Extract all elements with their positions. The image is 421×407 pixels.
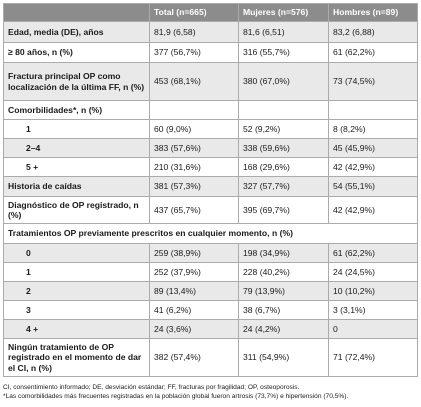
- table-row-comorbilidades-5-plus: [4, 158, 418, 177]
- cell-hombres: 42 (42,9%): [329, 158, 418, 177]
- table-row-ningun-tratamiento: [4, 339, 418, 377]
- cell-hombres: 83,2 (6,88): [329, 22, 418, 43]
- table-row-historia-caidas: [4, 177, 418, 197]
- footnote-comorbidities: *Las comorbilidades más frecuentes registradas en la población global fueron artrosis (73,7%) e hipertensión (70,5%).: [3, 393, 349, 400]
- row-label: Diagnóstico de OP registrado, n (%): [4, 197, 150, 224]
- row-label: 1: [4, 120, 150, 139]
- cell-mujeres: 24 (4,2%): [239, 320, 329, 339]
- cell-mujeres: [239, 101, 329, 120]
- table-row-diagnostico-op: [4, 197, 418, 224]
- table-row-80-anos: [4, 43, 418, 63]
- header-hombres: Hombres (n=89): [329, 4, 418, 22]
- cell-hombres: 8 (8,2%): [329, 120, 418, 139]
- table-body: [4, 22, 418, 377]
- cell-hombres: 42 (42,9%): [329, 197, 418, 224]
- cell-total: 24 (3,6%): [150, 320, 239, 339]
- table-row-tratamientos-0: [4, 244, 418, 263]
- cell-hombres: 61 (62,2%): [329, 43, 418, 63]
- cell-hombres: 10 (10,2%): [329, 282, 418, 301]
- row-label: 3: [4, 301, 150, 320]
- table-row-fractura-principal: [4, 63, 418, 101]
- row-label: ≥ 80 años, n (%): [4, 43, 150, 63]
- cell-mujeres: 81,6 (6,51): [239, 22, 329, 43]
- row-label: Fractura principal OP como localización de la última FF, n (%): [4, 63, 150, 101]
- cell-total: 60 (9,0%): [150, 120, 239, 139]
- cell-total: 377 (56,7%): [150, 43, 239, 63]
- row-label: Ningún tratamiento de OP registrado en el momento de dar el CI, n (%): [4, 339, 150, 377]
- cell-mujeres: 38 (6,7%): [239, 301, 329, 320]
- row-label: Tratamientos OP previamente prescritos en cualquier momento, n (%): [4, 224, 418, 244]
- row-label: 0: [4, 244, 150, 263]
- patient-characteristics-table: [3, 3, 418, 377]
- cell-mujeres: 327 (57,7%): [239, 177, 329, 197]
- table-header: [4, 4, 418, 22]
- header-mujeres: Mujeres (n=576): [239, 4, 329, 22]
- cell-hombres: 71 (72,4%): [329, 339, 418, 377]
- cell-total: 383 (57,6%): [150, 139, 239, 158]
- cell-mujeres: 79 (13,9%): [239, 282, 329, 301]
- cell-total: 81,9 (6,58): [150, 22, 239, 43]
- row-label: Edad, media (DE), años: [4, 22, 150, 43]
- cell-hombres: 61 (62,2%): [329, 244, 418, 263]
- cell-mujeres: 338 (59,6%): [239, 139, 329, 158]
- cell-total: 381 (57,3%): [150, 177, 239, 197]
- row-label: 2: [4, 282, 150, 301]
- table-row-tratamientos-1: [4, 263, 418, 282]
- table-row-tratamientos-3: [4, 301, 418, 320]
- header-blank-cell: [4, 4, 150, 22]
- table-row-comorbilidades-2-4: [4, 139, 418, 158]
- cell-hombres: 73 (74,5%): [329, 63, 418, 101]
- cell-mujeres: 198 (34,9%): [239, 244, 329, 263]
- cell-hombres: 24 (24,5%): [329, 263, 418, 282]
- cell-hombres: 3 (3,1%): [329, 301, 418, 320]
- cell-hombres: 0: [329, 320, 418, 339]
- cell-mujeres: 52 (9,2%): [239, 120, 329, 139]
- row-label: Comorbilidades*, n (%): [4, 101, 150, 120]
- row-label: Historia de caídas: [4, 177, 150, 197]
- cell-total: 89 (13,4%): [150, 282, 239, 301]
- table-row-comorbilidades-1: [4, 120, 418, 139]
- cell-mujeres: 311 (54,9%): [239, 339, 329, 377]
- table-row-tratamientos-2: [4, 282, 418, 301]
- row-label: 2–4: [4, 139, 150, 158]
- cell-total: 437 (65,7%): [150, 197, 239, 224]
- cell-mujeres: 316 (55,7%): [239, 43, 329, 63]
- cell-total: 210 (31,6%): [150, 158, 239, 177]
- row-label: 1: [4, 263, 150, 282]
- cell-total: 382 (57,4%): [150, 339, 239, 377]
- table-row-edad: [4, 22, 418, 43]
- table-row-tratamientos-title: [4, 224, 418, 244]
- table-row-tratamientos-4-plus: [4, 320, 418, 339]
- table-row-comorbilidades: [4, 101, 418, 120]
- cell-total: 252 (37,9%): [150, 263, 239, 282]
- cell-total: [150, 101, 239, 120]
- cell-mujeres: 380 (67,0%): [239, 63, 329, 101]
- cell-hombres: 45 (45,9%): [329, 139, 418, 158]
- cell-mujeres: 168 (29,6%): [239, 158, 329, 177]
- row-label: 5 +: [4, 158, 150, 177]
- header-total: Total (n=665): [150, 4, 239, 22]
- cell-hombres: [329, 101, 418, 120]
- cell-mujeres: 395 (69,7%): [239, 197, 329, 224]
- cell-total: 259 (38,9%): [150, 244, 239, 263]
- cell-total: 453 (68,1%): [150, 63, 239, 101]
- row-label: 4 +: [4, 320, 150, 339]
- cell-mujeres: 228 (40,2%): [239, 263, 329, 282]
- cell-total: 41 (6,2%): [150, 301, 239, 320]
- table-footnotes: [3, 383, 417, 401]
- footnote-abbreviations: CI, consentimiento informado; DE, desviación estándar; FF, fracturas por fragilidad; OP, osteoporosis.: [3, 384, 300, 391]
- cell-hombres: 54 (55,1%): [329, 177, 418, 197]
